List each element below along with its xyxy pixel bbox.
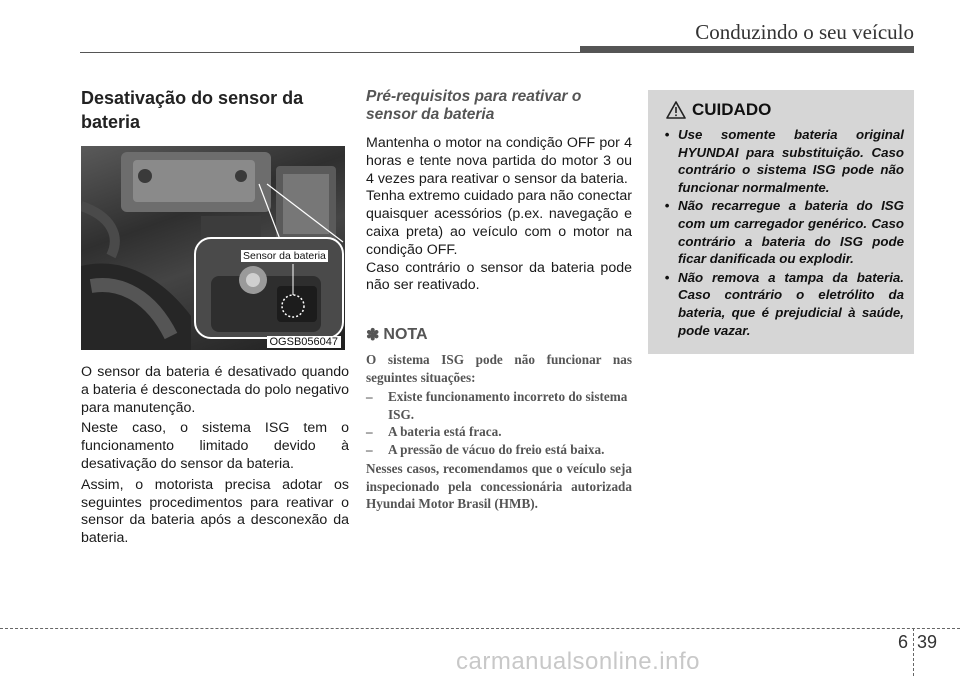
paragraph: Neste caso, o sistema ISG tem o funcionamento limitado devido à desativação do sensor da bateria. [81, 420, 349, 472]
left-column [81, 86, 349, 548]
note-title: NOTA [383, 326, 428, 344]
footer-separator [913, 628, 914, 676]
section-heading: Desativação do sensor da bateria [81, 88, 304, 132]
watermark: carmanualsonline.info [456, 648, 700, 675]
caution-box [648, 90, 914, 354]
caution-heading [666, 100, 914, 120]
note-list [366, 388, 632, 458]
list-item: • Use somente bateria original HYUNDAI para substituição. Caso contrário o sistema ISG pode não funcionar normalmente. [664, 127, 904, 195]
paragraph: Tenha extremo cuidado para não conectar quaisquer acessórios (p.ex. navegação e caixa preta) ao veículo com o motor na condição OFF. [366, 188, 632, 258]
asterisk-icon: ✽ [366, 327, 380, 345]
running-header: Conduzindo o seu veículo [695, 20, 914, 44]
list-item: • Não remova a tampa da bateria. Caso contrário o eletrólito da bateria, que é prejudicial à saúde, pode vazar. [664, 269, 904, 338]
paragraph: Mantenha o motor na condição OFF por 4 horas e tente nova partida do motor 3 ou 4 vezes para reativar o sensor da bateria. [366, 135, 632, 187]
caution-title: CUIDADO [692, 100, 772, 119]
warning-triangle-icon [666, 101, 686, 119]
chapter-number: 6 [898, 632, 909, 652]
note-closing: Nesses casos, recomendamos que o veículo seja inspecionado pela concessionária autorizada Hyundai Motor Brasil (HMB). [366, 461, 632, 512]
list-item: – Existe funcionamento incorreto do sistema ISG. [366, 389, 628, 422]
header-bar [580, 46, 914, 53]
footer-rule [0, 628, 960, 629]
image-code: OGSB056047 [267, 336, 342, 348]
engine-bay-illustration [81, 146, 345, 350]
list-item: • Não recarregue a bateria do ISG com um carregador genérico. Caso contrário a bateria do ISG pode ficar danificada ou explodir. [664, 198, 904, 267]
subsection-heading: Pré-requisitos para reativar o sensor da bateria [366, 88, 582, 123]
list-item: – A bateria está fraca. [366, 424, 502, 440]
sensor-label: Sensor da bateria [243, 250, 326, 262]
caution-list [648, 126, 914, 339]
paragraph: Caso contrário o sensor da bateria pode não ser reativado. [366, 259, 632, 294]
battery-sensor-photo [81, 146, 345, 350]
note-body [366, 351, 632, 513]
paragraph: O sensor da bateria é desativado quando a bateria é desconectada do polo negativo para manutenção. [81, 364, 349, 416]
note-heading [366, 325, 632, 345]
list-item: – A pressão de vácuo do freio está baixa. [366, 441, 605, 457]
middle-column [366, 88, 632, 513]
paragraph: Assim, o motorista precisa adotar os seguintes procedimentos para reativar o sensor da bateria após a desconexão da bateria. [81, 476, 349, 547]
header-rule [80, 52, 580, 53]
page-number: 39 [917, 632, 938, 652]
note-intro: O sistema ISG pode não funcionar nas seguintes situações: [366, 352, 632, 385]
